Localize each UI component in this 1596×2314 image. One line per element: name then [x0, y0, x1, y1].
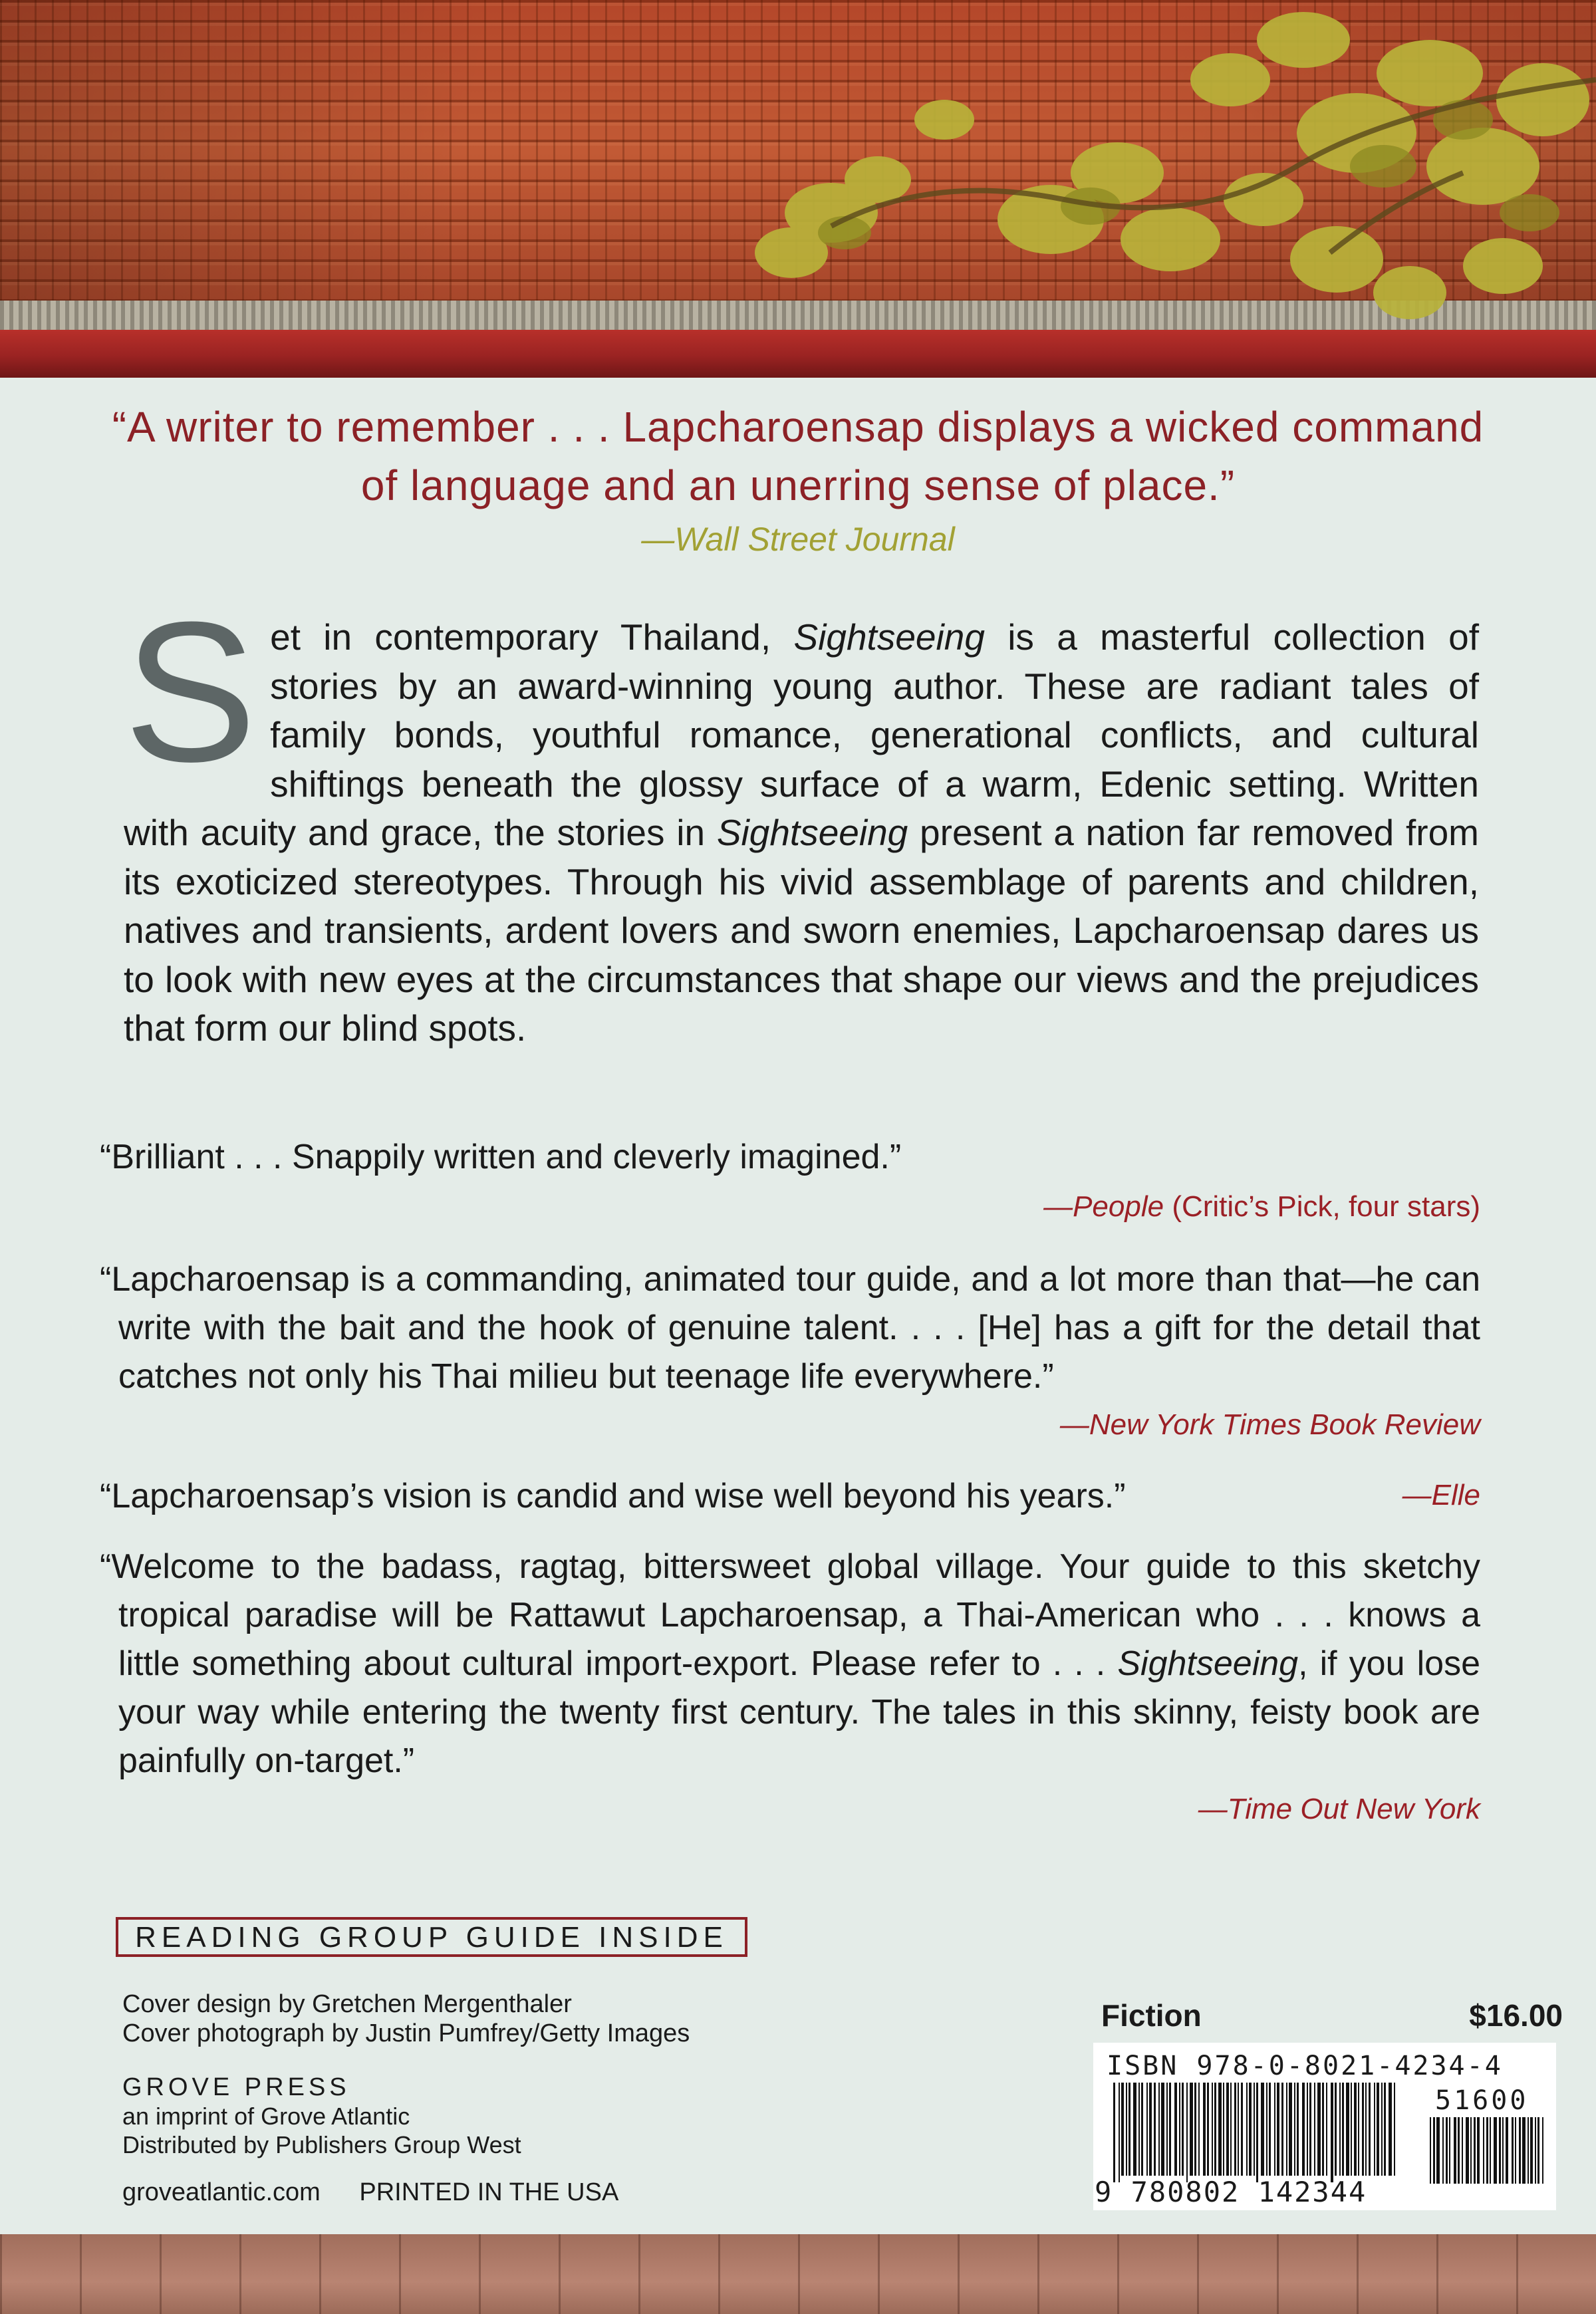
- barcode-bar: [1362, 2083, 1364, 2176]
- barcode-bar: [1121, 2083, 1124, 2176]
- barcode-bar: [1249, 2083, 1252, 2176]
- barcode-bar: [1317, 2083, 1321, 2176]
- barcode-bar: [1346, 2083, 1349, 2176]
- barcode-addon-bar: [1449, 2117, 1450, 2184]
- barcode-bar: [1351, 2083, 1352, 2176]
- barcode-bar: [1269, 2083, 1271, 2176]
- barcode-addon-bar: [1490, 2117, 1491, 2184]
- barcode-bar: [1218, 2083, 1222, 2176]
- barcode-addon-bar: [1442, 2117, 1444, 2184]
- drop-cap: S: [124, 580, 257, 803]
- barcode-addon-bar: [1502, 2117, 1504, 2184]
- barcode-bar: [1190, 2083, 1193, 2176]
- barcode-addon-bar: [1454, 2117, 1456, 2184]
- barcode-bar: [1277, 2083, 1279, 2176]
- header-quote: “A writer to remember . . . Lapcharoensap displays a wicked command of language and an unerring sense of place.”: [112, 403, 1484, 509]
- barcode-bar: [1161, 2083, 1164, 2176]
- barcode-bar: [1212, 2083, 1213, 2176]
- barcode-bar: [1389, 2083, 1392, 2176]
- barcode-bar: [1234, 2083, 1236, 2176]
- barcode-bar: [1129, 2083, 1130, 2176]
- barcode-bar: [1214, 2083, 1216, 2176]
- barcode-addon-bar: [1486, 2117, 1488, 2184]
- barcode-addon-bar: [1530, 2117, 1533, 2184]
- barcode-addon-bar: [1474, 2117, 1476, 2184]
- barcode-bar: [1281, 2083, 1283, 2176]
- publisher-distributor: Distributed by Publishers Group West: [122, 2131, 521, 2158]
- barcode-bar: [1365, 2083, 1367, 2176]
- barcode-bar: [1342, 2083, 1344, 2176]
- barcode-addon-bar: [1522, 2117, 1526, 2184]
- barcode-bar: [1138, 2083, 1140, 2176]
- barcode-bar: [1203, 2083, 1206, 2176]
- barcode-bar: [1286, 2083, 1287, 2176]
- barcode-bar: [1307, 2083, 1308, 2176]
- barcode-addon-bar: [1528, 2117, 1529, 2184]
- review-quote-text: “Brilliant . . . Snappily written and cleverly imagined.”: [100, 1138, 902, 1176]
- barcode-addon-bar: [1446, 2117, 1448, 2184]
- review-quote-text: , if you lose your way while entering the twenty first century. The tales in this skinny, feisty book are painfully on-target.”: [118, 1644, 1480, 1780]
- review-quote: [100, 1133, 1480, 1182]
- barcode-bar: [1113, 2083, 1115, 2182]
- barcode-bar: [1377, 2083, 1379, 2176]
- barcode-bar: [1174, 2083, 1177, 2176]
- publisher-info: [122, 2073, 521, 2159]
- reading-group-badge: READING GROUP GUIDE INSIDE: [116, 1917, 747, 1957]
- barcode-addon-bar: [1515, 2117, 1516, 2184]
- barcode-bar: [1381, 2083, 1383, 2176]
- barcode-addon-bar: [1537, 2117, 1539, 2184]
- barcode-bar: [1326, 2083, 1327, 2176]
- cover-design-credit: Cover design by Gretchen Mergenthaler: [122, 1990, 572, 2018]
- barcode-addon-bar: [1512, 2117, 1514, 2184]
- barcode-bar: [1207, 2083, 1209, 2176]
- barcode-bar: [1339, 2083, 1341, 2176]
- barcode-bar: [1149, 2083, 1152, 2176]
- review-quote-source: —Time Out New York: [1198, 1793, 1480, 1825]
- barcode-bar: [1331, 2083, 1333, 2182]
- barcode-addon-bar: [1499, 2117, 1501, 2184]
- barcode-bar: [1179, 2083, 1180, 2176]
- barcode-bar: [1274, 2083, 1275, 2176]
- book-title: Sightseeing: [793, 616, 985, 658]
- barcode-addon-bar: [1494, 2117, 1497, 2184]
- ean-number: 9 780802 142344: [1095, 2176, 1367, 2208]
- barcode-bar: [1198, 2083, 1200, 2176]
- barcode-bar: [1186, 2083, 1188, 2182]
- source-note: (Critic’s Pick, four stars): [1164, 1190, 1480, 1223]
- barcode-addon-number: 51600: [1435, 2085, 1529, 2116]
- header-quote-source: —Wall Street Journal: [641, 521, 955, 558]
- barcode-bar: [1369, 2083, 1371, 2176]
- book-description: [124, 580, 1479, 1053]
- publisher-name: GROVE PRESS: [122, 2073, 350, 2101]
- blurb-text-3: present a nation far removed from its exoticized stereotypes. Through his vivid assemblage of parents and children, natives and transients, ardent lovers and sworn enemies, Lapcharoensap dares us to look with new eyes at the circumstances that shape our views and the prejudices that form our blind spots.: [124, 812, 1479, 1049]
- barcode-bar: [1223, 2083, 1224, 2176]
- barcode-bar: [1146, 2083, 1148, 2176]
- barcode-bar: [1261, 2083, 1264, 2176]
- barcode-addon-bar: [1433, 2117, 1435, 2184]
- barcode-addon-bar: [1436, 2117, 1440, 2184]
- barcode-bar: [1194, 2083, 1196, 2176]
- barcode-bar: [1354, 2083, 1357, 2176]
- price-label: $16.00: [1469, 1998, 1563, 2033]
- barcode-bar: [1256, 2083, 1258, 2182]
- barcode-bar: [1241, 2083, 1243, 2176]
- barcode-bar: [1358, 2083, 1359, 2176]
- barcode-addon-bar: [1483, 2117, 1484, 2184]
- source-dash: —: [1043, 1190, 1073, 1223]
- barcode-addon-bar: [1466, 2117, 1469, 2184]
- barcode-addon-bar: [1506, 2117, 1508, 2184]
- barcode-bar: [1226, 2083, 1229, 2176]
- category-label: Fiction: [1101, 1998, 1202, 2033]
- barcode-bar: [1141, 2083, 1143, 2176]
- review-quote: [100, 1472, 1480, 1521]
- book-title: Sightseeing: [1117, 1644, 1299, 1683]
- cover-credits: [122, 1990, 690, 2048]
- barcode-bar: [1294, 2083, 1295, 2176]
- barcode-addon-bar: [1477, 2117, 1480, 2184]
- review-quote-text: “Lapcharoensap is a commanding, animated tour guide, and a lot more than that—he can write with the bait and the hook of genuine talent. . . . [He] has a gift for the detail that catches not only his Thai milieu but teenage life everywhere.”: [100, 1260, 1480, 1396]
- barcode-bar: [1384, 2083, 1386, 2176]
- barcode-addon-bar: [1519, 2117, 1521, 2184]
- barcode-bar: [1289, 2083, 1292, 2176]
- barcode-bar: [1126, 2083, 1127, 2176]
- barcode-addon-bar: [1430, 2117, 1431, 2184]
- isbn-text: ISBN 978-0-8021-4234-4: [1107, 2051, 1503, 2081]
- barcode-addon-bar: [1535, 2117, 1536, 2184]
- footer-line: [122, 2178, 650, 2207]
- barcode-bar: [1314, 2083, 1315, 2176]
- barcode-bar: [1230, 2083, 1232, 2176]
- cover-photo-credit: Cover photograph by Justin Pumfrey/Getty Images: [122, 2019, 690, 2047]
- blurb-text-1: et in contemporary Thailand,: [270, 616, 794, 658]
- floor-tiles-photo: [0, 2234, 1596, 2314]
- barcode-addon-bar: [1458, 2117, 1460, 2184]
- printed-note: PRINTED IN THE USA: [359, 2178, 619, 2206]
- publisher-imprint: an imprint of Grove Atlantic: [122, 2103, 410, 2130]
- barcode-bar: [1169, 2083, 1171, 2176]
- barcode-bar: [1297, 2083, 1299, 2176]
- barcode-bar: [1119, 2083, 1120, 2182]
- barcode-bar: [1182, 2083, 1184, 2176]
- review-quote-source: —Elle: [1402, 1479, 1480, 1511]
- review-quote: [100, 1543, 1480, 1785]
- review-quote-source: [1043, 1190, 1480, 1223]
- barcode-bar: [1322, 2083, 1324, 2176]
- barcode-bar: [1154, 2083, 1156, 2176]
- source-publication: People: [1073, 1190, 1164, 1223]
- barcode-bar: [1309, 2083, 1311, 2176]
- barcode-bar: [1374, 2083, 1375, 2176]
- review-quote-text: “Lapcharoensap’s vision is candid and wise well beyond his years.”: [100, 1477, 1126, 1515]
- review-quote-text: “Welcome to the badass, ragtag, bittersweet global village. Your guide to this sketchy tropical paradise will be Rattawut Lapcharoensap, a Thai-American who . . . knows a little something about cultural import-export. Please refer to . . .: [100, 1547, 1480, 1683]
- barcode-bar: [1266, 2083, 1267, 2176]
- barcode-addon-bar: [1542, 2117, 1543, 2184]
- website-link: groveatlantic.com: [122, 2178, 321, 2206]
- review-quote-source: —New York Times Book Review: [1059, 1408, 1480, 1441]
- review-quote: [100, 1255, 1480, 1401]
- barcode: [1093, 2043, 1556, 2210]
- tree-leaves-photo: [0, 0, 1596, 378]
- barcode-bar: [1238, 2083, 1239, 2176]
- book-title: Sightseeing: [716, 812, 908, 853]
- barcode-addon-bar: [1462, 2117, 1463, 2184]
- barcode-bar: [1335, 2083, 1337, 2176]
- barcode-bar: [1246, 2083, 1248, 2176]
- barcode-bar: [1133, 2083, 1136, 2176]
- barcode-bar: [1302, 2083, 1305, 2176]
- barcode-addon-bar: [1470, 2117, 1472, 2184]
- barcode-bar: [1158, 2083, 1160, 2176]
- blurb-text-2: is a masterful collection of stories by an award-winning young author. These are radiant tales of family bonds, youthful romance, generational conflicts, and cultural shiftings beneath the glossy surface of a warm, Edenic setting. Written with acuity and grace, the stories in: [124, 616, 1479, 853]
- barcode-bar: [1394, 2083, 1395, 2176]
- barcode-bar: [1166, 2083, 1168, 2176]
- barcode-bar: [1254, 2083, 1255, 2176]
